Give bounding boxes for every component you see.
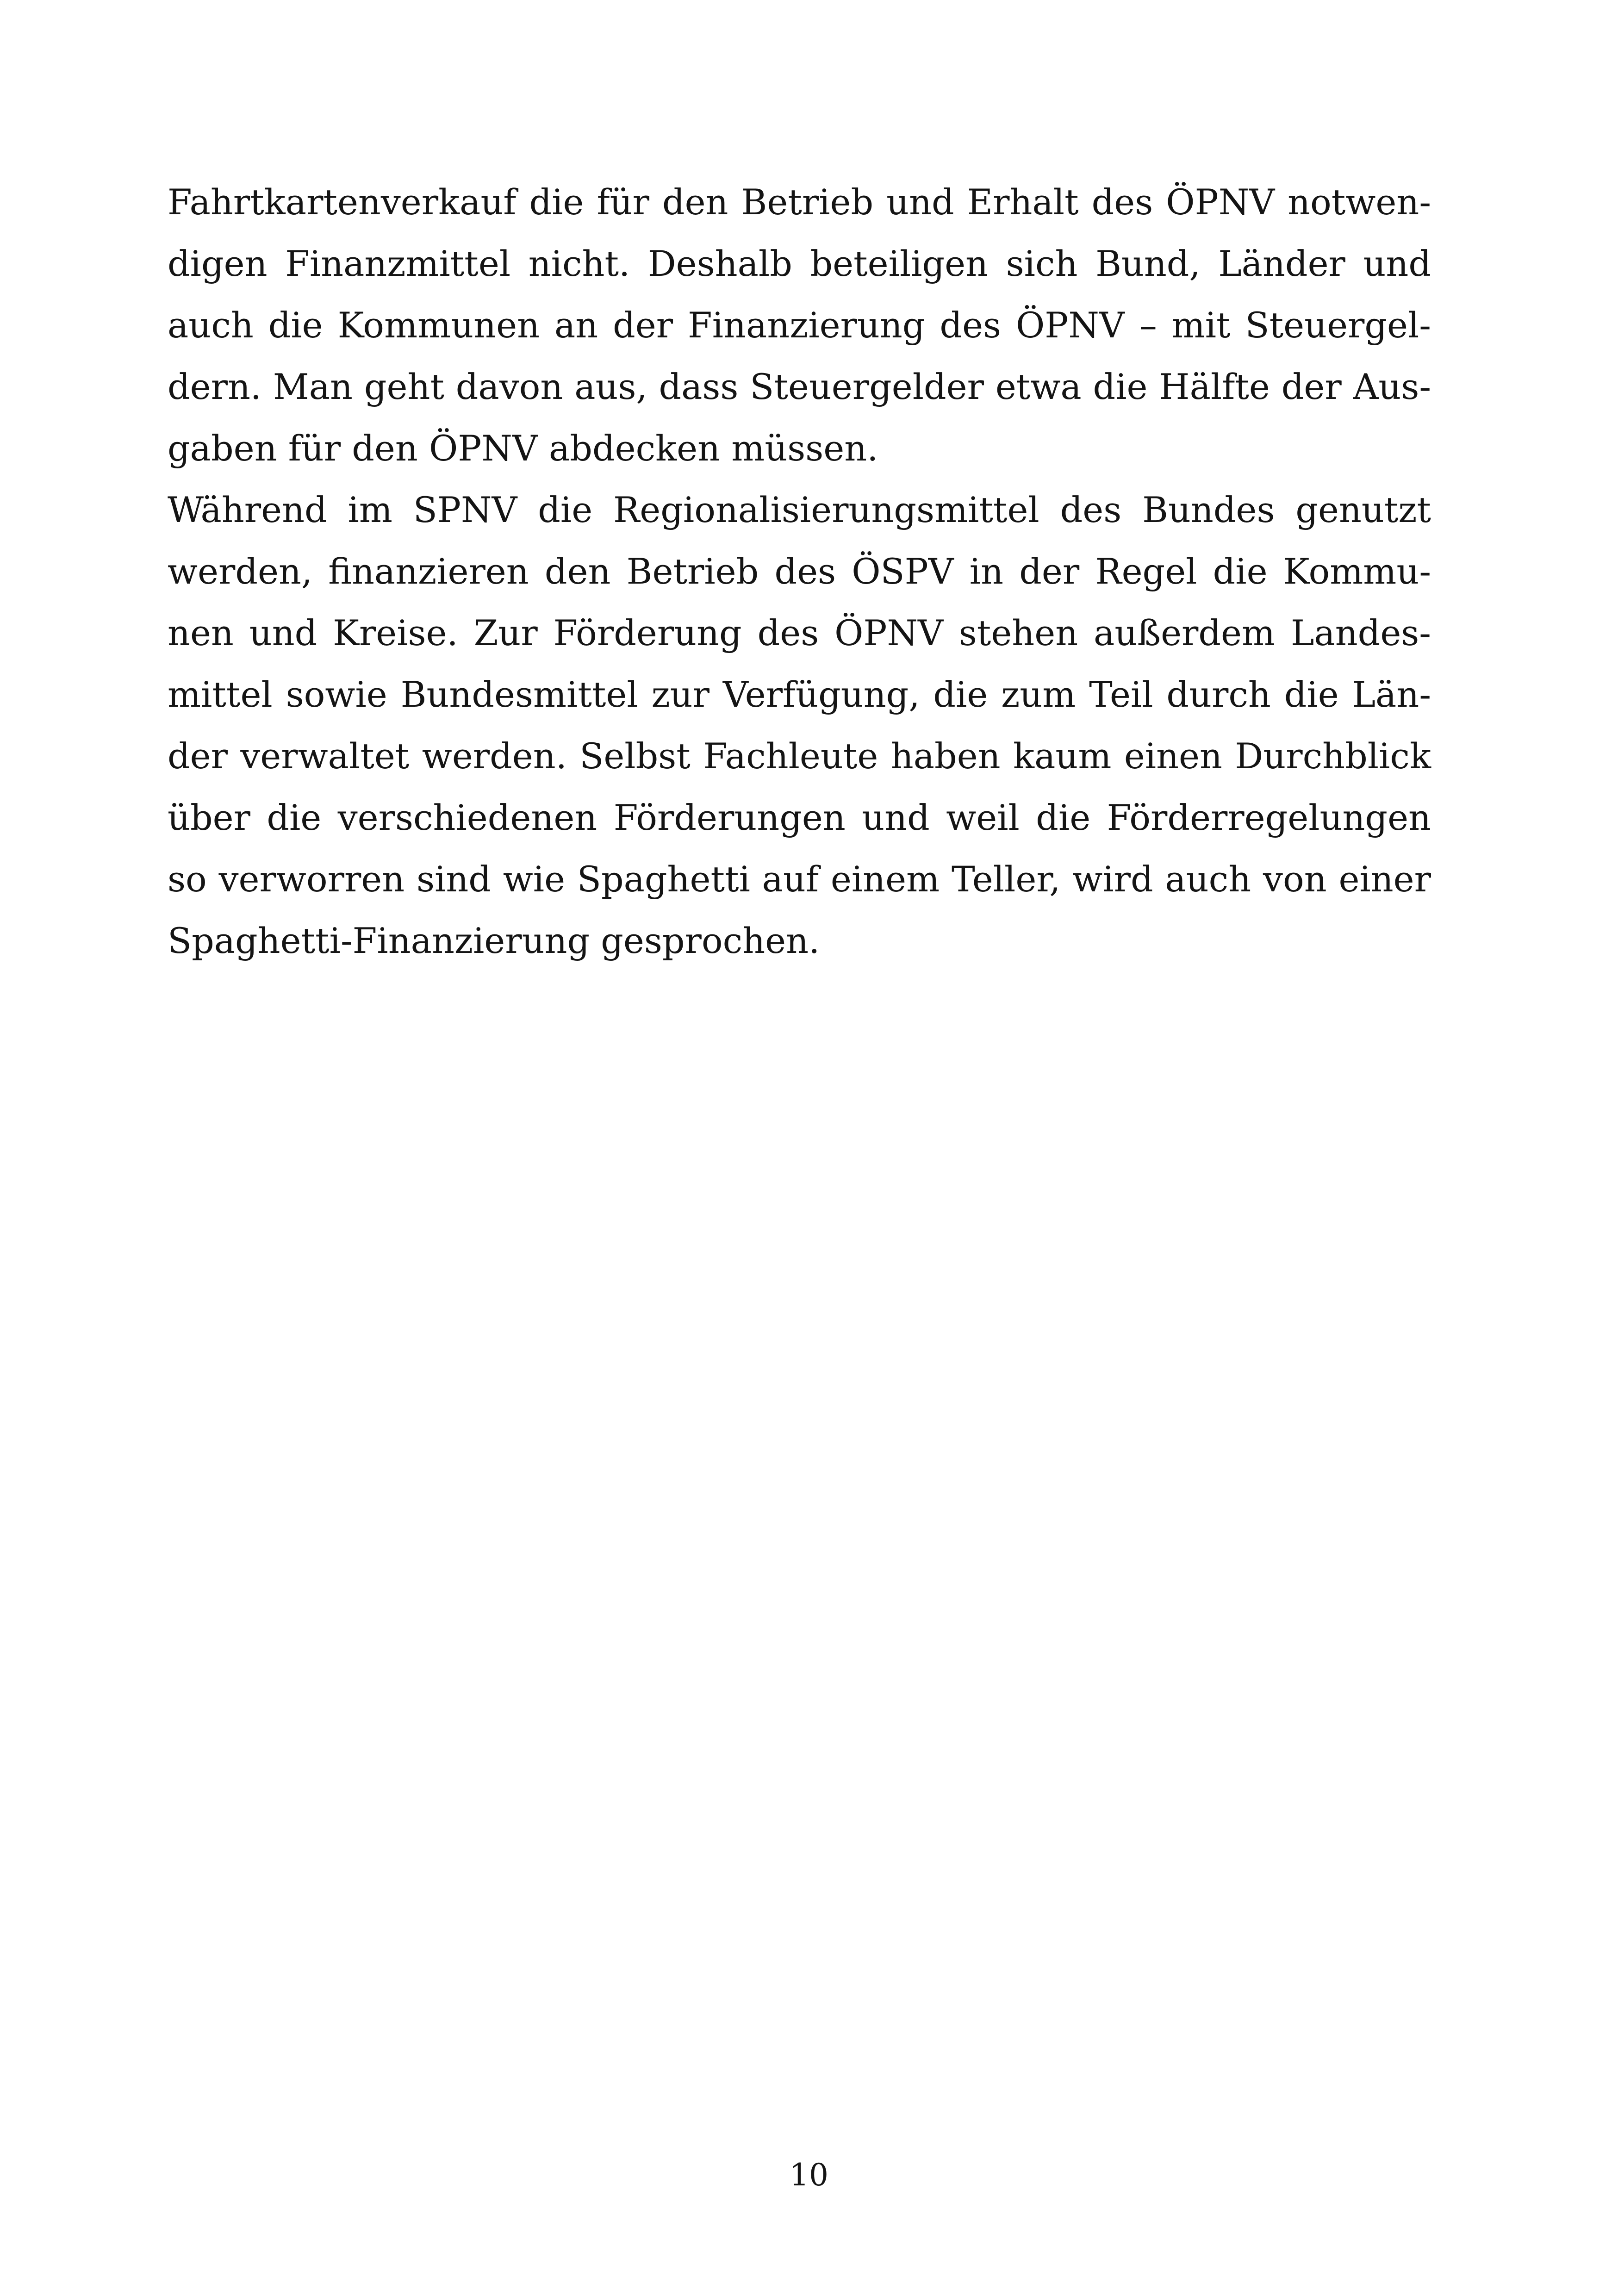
text-line: auch die Kommunen an der Finanzierung des ÖPNV – mit Steuergel- — [168, 305, 1431, 346]
text-line: werden, finanzieren den Betrieb des ÖSPV in der Regel die Kommu- — [168, 551, 1431, 592]
text-line: mittel sowie Bundesmittel zur Verfügung, die zum Teil durch die Län- — [168, 674, 1431, 715]
text-line: über die verschiedenen Förderungen und weil die Förderregelungen — [168, 797, 1431, 838]
text-line: Spaghetti-Finanzierung gesprochen. — [168, 920, 820, 961]
text-line: nen und Kreise. Zur Förderung des ÖPNV stehen außerdem Landes- — [168, 612, 1431, 653]
paragraph-1 — [168, 171, 1431, 479]
text-line: Während im SPNV die Regionalisierungsmittel des Bundes genutzt — [168, 489, 1431, 530]
text-line: so verworren sind wie Spaghetti auf einem Teller, wird auch von einer — [168, 859, 1431, 900]
text-line: dern. Man geht davon aus, dass Steuergelder etwa die Hälfte der Aus- — [168, 366, 1431, 407]
page-number: 10 — [790, 2157, 828, 2193]
paragraph-2 — [168, 479, 1431, 971]
text-line: digen Finanzmittel nicht. Deshalb beteiligen sich Bund, Länder und — [168, 243, 1431, 284]
body-text — [168, 171, 1431, 971]
text-line: der verwaltet werden. Selbst Fachleute haben kaum einen Durchblick — [168, 735, 1431, 777]
text-line: gaben für den ÖPNV abdecken müssen. — [168, 428, 878, 469]
text-line: Fahrtkartenverkauf die für den Betrieb und Erhalt des ÖPNV notwen- — [168, 181, 1431, 223]
